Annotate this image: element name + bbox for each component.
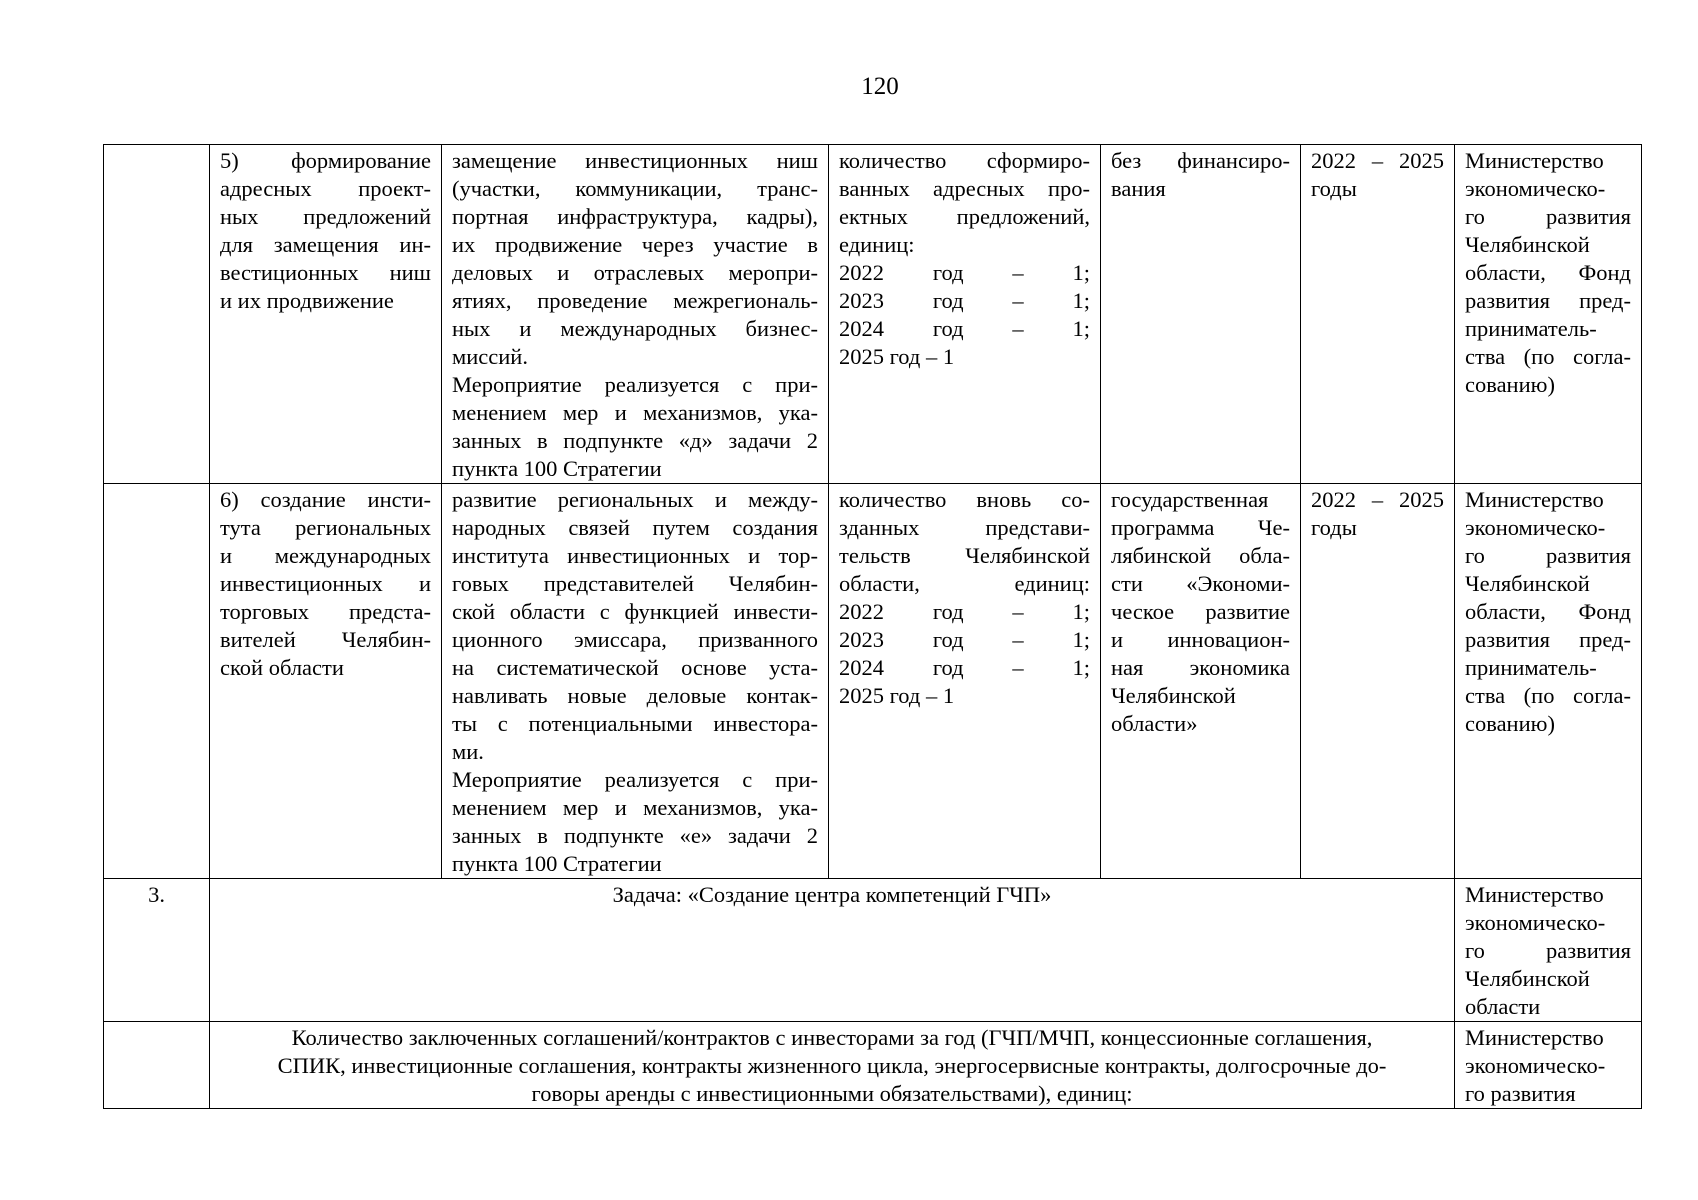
text-line: экономическо- [1465,910,1606,935]
text-line: замещение инвестиционных ниш [452,148,818,173]
text-line: го развития [1465,1081,1576,1106]
task-title: Задача: «Создание центра компетенций ГЧП» [210,879,1455,1022]
text-line: единиц: [839,232,915,257]
text-line: инвестиционных и [220,571,431,596]
text-line: Мероприятие реализуется с при- [452,767,818,792]
text-line: области, Фонд [1465,260,1631,285]
text-line: 2025 год – 1 [839,344,955,369]
text-line: 2023 год – 1; [839,288,1090,313]
table-row-activity-5 [104,145,1642,484]
description-cell [442,484,829,879]
text-line: навливать новые деловые контак- [452,683,818,708]
table-row-activity-6 [104,484,1642,879]
task-number: 3. [104,879,210,1022]
text-line: го развития [1465,938,1631,963]
table-row-task-3 [104,879,1642,1022]
text-line: сти «Экономи- [1111,571,1290,596]
table-row-indicator [104,1022,1642,1109]
text-line: го развития [1465,204,1631,229]
activity-cell [210,484,442,879]
text-line: (участки, коммуникации, транс- [452,176,818,201]
text-line: СПИК, инвестиционные соглашения, контракты жизненного цикла, энергосервисные контракты, долгосрочные до- [277,1053,1387,1078]
text-line: количество сформиро- [839,148,1090,173]
text-line: тельств Челябинской [839,543,1090,568]
text-line: 6) создание инсти- [220,487,431,512]
text-line: 2022 год – 1; [839,599,1090,624]
text-line: развитие региональных и между- [452,487,818,512]
text-line: Министерство [1465,882,1604,907]
text-line: 5) формирование [220,148,431,173]
text-line: развития пред- [1465,288,1631,313]
text-line: государственная [1111,487,1269,512]
text-line: говоры аренды с инвестиционными обязательствами), единиц: [531,1081,1133,1106]
text-line: количество вновь со- [839,487,1090,512]
description-cell [442,145,829,484]
text-line: для замещения ин- [220,232,431,257]
text-line: пункта 100 Стратегии [452,851,662,876]
text-line: приниматель- [1465,655,1597,680]
text-line: Челябинской [1465,232,1590,257]
text-line: вания [1111,176,1166,201]
text-line: годы [1311,515,1357,540]
text-line: ческое развитие [1111,599,1290,624]
page-number: 120 [861,73,899,100]
text-line: их продвижение через участие в [452,232,818,257]
text-line: области, Фонд [1465,599,1631,624]
text-line: ской области [220,655,344,680]
text-line: сованию) [1465,372,1555,397]
text-line: без финансиро- [1111,148,1290,173]
text-line: ства (по согла- [1465,683,1631,708]
text-line: вестиционных ниш [220,260,431,285]
text-line: пункта 100 Стратегии [452,456,662,481]
text-line: адресных проект- [220,176,431,201]
text-line: народных связей путем создания [452,515,818,540]
text-line: на систематической основе уста- [452,655,818,680]
text-line: Количество заключенных соглашений/контрактов с инвесторами за год (ГЧП/МЧП, концессионные соглашения, [291,1025,1373,1050]
text-line: 2024 год – 1; [839,316,1090,341]
text-line: Челябинской [1465,966,1590,991]
text-line: области [1465,994,1541,1019]
text-line: го развития [1465,543,1631,568]
text-line: занных в подпункте «е» задачи 2 [452,823,818,848]
text-line: деловых и отраслевых меропри- [452,260,818,285]
text-line: годы [1311,176,1357,201]
row-number-cell [104,1022,210,1109]
responsible-cell [1455,145,1642,484]
row-number-cell [104,145,210,484]
text-line: экономическо- [1465,515,1606,540]
funding-cell [1101,145,1301,484]
text-line: портная инфраструктура, кадры), [452,204,818,229]
text-line: программа Че- [1111,515,1290,540]
text-line: области, единиц: [839,571,1090,596]
text-line: ятиях, проведение межрегиональ- [452,288,818,313]
text-line: ных и международных бизнес- [452,316,818,341]
text-line: ты с потенциальными инвестора- [452,711,818,736]
indicator-cell [829,145,1101,484]
period-cell [1301,145,1455,484]
text-line: экономическо- [1465,1053,1606,1078]
text-line: ная экономика [1111,655,1290,680]
text-line: ектных предложений, [839,204,1090,229]
row-number-cell [104,484,210,879]
text-line: ванных адресных про- [839,176,1090,201]
text-line: 2022 – 2025 [1311,148,1444,173]
activity-cell [210,145,442,484]
text-line: и их продвижение [220,288,394,313]
text-line: Министерство [1465,487,1604,512]
text-line: Мероприятие реализуется с при- [452,372,818,397]
text-line: института инвестиционных и тор- [452,543,818,568]
indicator-text [210,1022,1455,1109]
text-line: Министерство [1465,148,1604,173]
text-line: Челябинской [1111,683,1236,708]
text-line: лябинской обла- [1111,543,1290,568]
funding-cell [1101,484,1301,879]
text-line: экономическо- [1465,176,1606,201]
text-line: менением мер и механизмов, ука- [452,795,818,820]
period-cell [1301,484,1455,879]
text-line: торговых предста- [220,599,431,624]
text-line: ской области с функцией инвести- [452,599,818,624]
text-line: 2022 год – 1; [839,260,1090,285]
text-line: Челябинской [1465,571,1590,596]
text-line: ционного эмиссара, призванного [452,627,818,652]
text-line: вителей Челябин- [220,627,431,652]
text-line: 2023 год – 1; [839,627,1090,652]
task-responsible-cell [1455,879,1642,1022]
text-line: тута региональных [220,515,431,540]
text-line: 2025 год – 1 [839,683,955,708]
text-line: 2024 год – 1; [839,655,1090,680]
text-line: ства (по согла- [1465,344,1631,369]
text-line: области» [1111,711,1198,736]
indicator-cell [829,484,1101,879]
text-line: занных в подпункте «д» задачи 2 [452,428,818,453]
text-line: Министерство [1465,1025,1604,1050]
text-line: приниматель- [1465,316,1597,341]
text-line: менением мер и механизмов, ука- [452,400,818,425]
text-line: и инновацион- [1111,627,1290,652]
text-line: миссий. [452,344,528,369]
text-line: 2022 – 2025 [1311,487,1444,512]
strategy-table [103,144,1642,1109]
text-line: развития пред- [1465,627,1631,652]
indicator-responsible-cell [1455,1022,1642,1109]
responsible-cell [1455,484,1642,879]
text-line: сованию) [1465,711,1555,736]
text-line: зданных представи- [839,515,1090,540]
text-line: говых представителей Челябин- [452,571,818,596]
text-line: ми. [452,739,484,764]
text-line: и международных [220,543,431,568]
text-line: ных предложений [220,204,431,229]
